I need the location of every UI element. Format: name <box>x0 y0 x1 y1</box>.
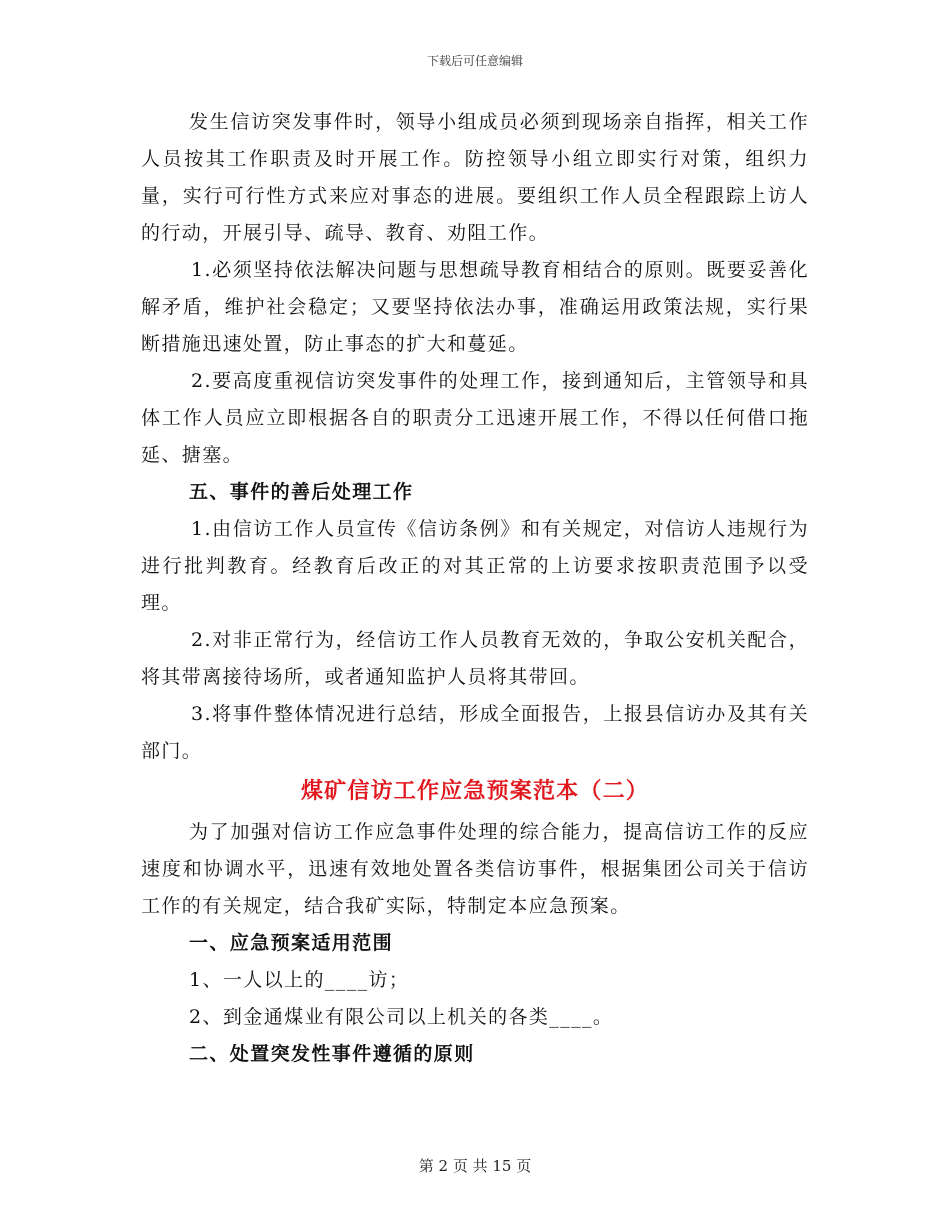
paragraph-intro: 为了加强对信访工作应急事件处理的综合能力，提高信访工作的反应速度和协调水平，迅速有效地处置各类信访事件，根据集团公司关于信访工作的有关规定，结合我矿实际，特制定本应急预案。 <box>141 821 809 917</box>
document-body <box>141 104 809 1073</box>
list-item-1: 1、一人以上的____访； <box>189 969 410 991</box>
paragraph-aftermath-3: 3.将事件整体情况进行总结，形成全面报告，上报县信访办及其有关部门。 <box>141 703 809 762</box>
paragraph-incident-response: 发生信访突发事件时，领导小组成员必须到现场亲自指挥，相关工作人员按其工作职责及时开展工作。防控领导小组立即实行对策，组织力量，实行可行性方式来应对事态的进展。要组织工作人员全程跟踪上访人的行动，开展引导、疏导、教育、劝阻工作。 <box>141 111 809 244</box>
document-title-part-two: 煤矿信访工作应急预案范本（二） <box>300 779 649 804</box>
paragraph-rule-1: 1.必须坚持依法解决问题与思想疏导教育相结合的原则。既要妥善化解矛盾，维护社会稳定；又要坚持依法办事，准确运用政策法规，实行果断措施迅速处置，防止事态的扩大和蔓延。 <box>141 259 809 355</box>
page-header-note: 下载后可任意编辑 <box>426 54 523 68</box>
paragraph-rule-2: 2.要高度重视信访突发事件的处理工作，接到通知后，主管领导和具体工作人员应立即根据各自的职责分工迅速开展工作，不得以任何借口拖延、搪塞。 <box>141 370 809 466</box>
list-item-2: 2、到金通煤业有限公司以上机关的各类____。 <box>189 1006 614 1028</box>
paragraph-aftermath-2: 2.对非正常行为，经信访工作人员教育无效的，争取公安机关配合，将其带离接待场所，或者通知监护人员将其带回。 <box>141 629 809 688</box>
section-heading-one: 一、应急预案适用范围 <box>189 932 394 954</box>
section-heading-two: 二、处置突发性事件遵循的原则 <box>189 1043 475 1065</box>
page-number: 第 2 页 共 15 页 <box>418 1157 532 1175</box>
paragraph-aftermath-1: 1.由信访工作人员宣传《信访条例》和有关规定，对信访人违规行为进行批判教育。经教育后改正的对其正常的上访要求按职责范围予以受理。 <box>141 518 809 614</box>
section-heading-five: 五、事件的善后处理工作 <box>189 481 414 503</box>
